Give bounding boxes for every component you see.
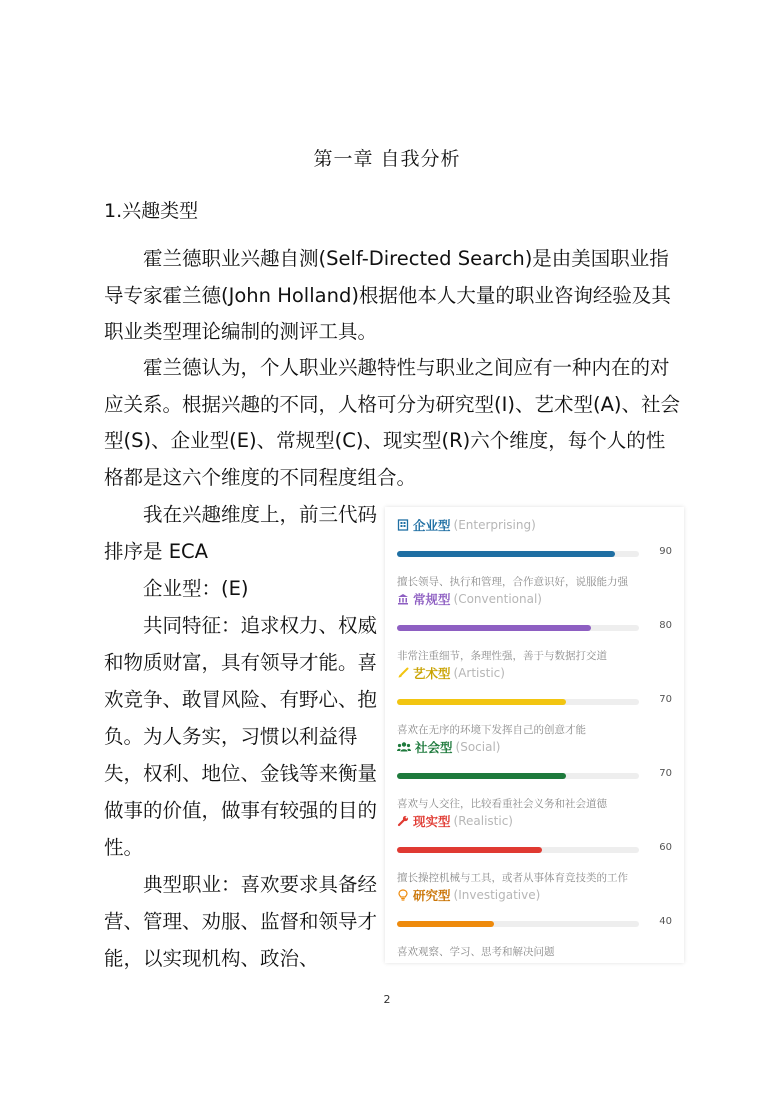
building-icon [397,519,409,531]
interest-name: 常规型 [413,592,451,607]
bar-track [397,921,639,927]
interest-desc: 喜欢在无序的环境下发挥自己的创意才能 [397,724,586,736]
users-icon [397,741,411,753]
interest-desc: 非常注重细节，条理性强，善于与数据打交道 [397,650,607,662]
brush-icon [397,667,409,679]
eca-line: 我在兴趣维度上，前三代码排序是 ECA [104,503,378,563]
interest-en: (Investigative) [453,888,541,902]
bar-fill [397,847,542,853]
bar-track [397,551,639,557]
interest-item [397,811,672,885]
common-traits: 共同特征：追求权力、权威和物质财富，具有领导才能。喜欢竞争、敢冒风险、有野心、抱负。为人务实，习惯以利益得失，权利、地位、金钱等来衡量做事的价值，做事有较强的目的性。 [104,614,378,859]
interest-desc: 喜欢观察、学习、思考和解决问题 [397,946,555,958]
interest-en: (Enterprising) [453,518,536,532]
interest-name: 企业型 [413,518,451,533]
bank-icon [397,593,409,605]
bar-fill [397,551,615,557]
interest-name: 艺术型 [413,666,451,681]
enterprising-heading: 企业型：(E) [143,577,249,600]
bar-value: 90 [659,546,672,557]
interest-name: 现实型 [413,814,451,829]
interest-en: (Realistic) [453,814,513,828]
interest-desc: 喜欢与人交往，比较看重社会义务和社会道德 [397,798,607,810]
bar-value: 70 [659,768,672,779]
bar-value: 70 [659,694,672,705]
page-number: 2 [383,993,391,1006]
bar-track [397,847,639,853]
interest-desc: 擅长操控机械与工具，或者从事体育竞技类的工作 [397,872,628,884]
interest-en: (Social) [455,740,501,754]
bar-value: 60 [659,842,672,853]
interest-item [397,663,672,737]
bar-fill [397,921,494,927]
interest-item [397,885,672,959]
bar-fill [397,625,591,631]
interest-item [397,515,672,589]
bar-value: 40 [659,916,672,927]
bar-fill [397,773,566,779]
interest-name: 研究型 [413,888,451,903]
bar-fill [397,699,566,705]
typical-jobs: 典型职业：喜欢要求具备经营、管理、劝服、监督和领导才能，以实现机构、政治、 [104,873,378,970]
bar-track [397,625,639,631]
left-column [104,496,380,977]
interest-desc: 擅长领导、执行和管理，合作意识好，说服能力强 [397,576,628,588]
bar-value: 80 [659,620,672,631]
chapter-title: 第一章 自我分析 [313,148,461,170]
paragraph-intro: 霍兰德职业兴趣自测(Self-Directed Search)是由美国职业指导专家霍兰德(John Holland)根据他本人大量的职业咨询经验及其职业类型理论编制的测评工具。 [104,247,671,343]
bar-track [397,699,639,705]
paragraph-dimensions: 霍兰德认为，个人职业兴趣特性与职业之间应有一种内在的对应关系。根据兴趣的不同，人格可分为研究型(I)、艺术型(A)、社会型(S)、企业型(E)、常规型(C)、现实型(R)六个维度，每个人的性格都是这六个维度的不同程度组合。 [104,356,681,489]
interest-en: (Conventional) [453,592,542,606]
section-title: 1.兴趣类型 [104,200,199,222]
interest-item [397,737,672,811]
interest-chart-card [385,507,684,963]
interest-en: (Artistic) [453,666,505,680]
interest-name: 社会型 [415,740,453,755]
lightbulb-icon [397,889,409,901]
wrench-icon [397,815,409,827]
bar-track [397,773,639,779]
interest-item [397,589,672,663]
